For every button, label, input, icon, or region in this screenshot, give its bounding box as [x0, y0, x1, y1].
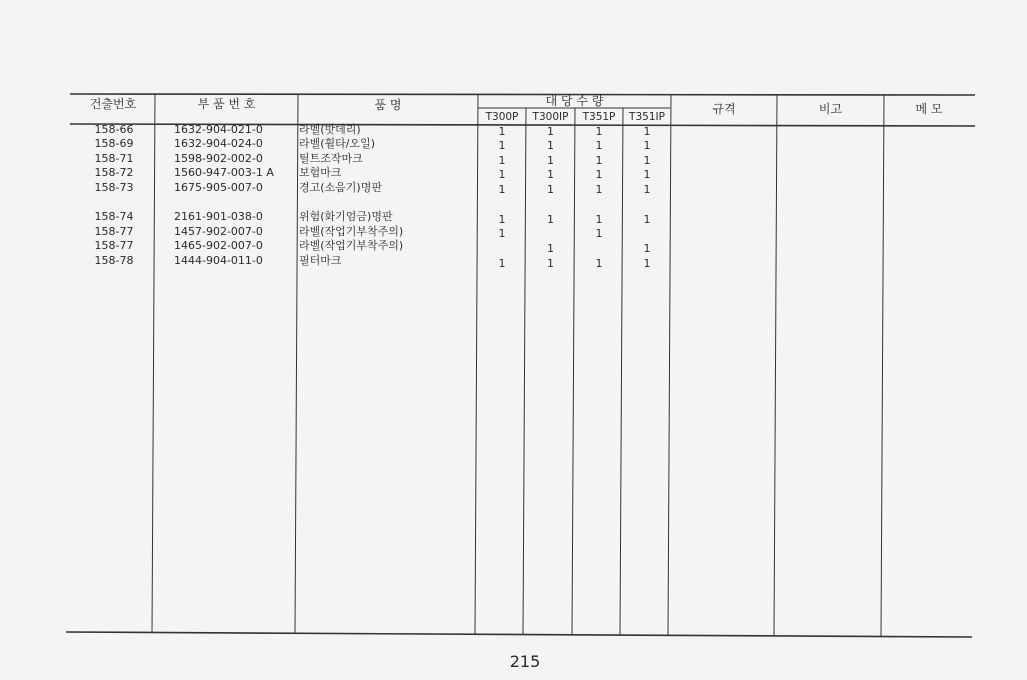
qty-t300ip-cell: 1	[547, 168, 554, 181]
qty-t300p-cell: 1	[498, 213, 506, 226]
part-name-cell: 라벨(작업기부착주의)	[299, 225, 404, 238]
qty-t351p-cell: 1	[595, 139, 603, 152]
drawing-no-cell: 158-66	[94, 123, 134, 136]
qty-t300ip-cell: 1	[547, 213, 554, 226]
qty-t300ip-cell: 1	[547, 242, 554, 255]
part-name-cell: 틸트조작마크	[299, 152, 363, 165]
header-remark: 비고	[818, 102, 843, 116]
part-name-cell: 라벨(밧데리)	[299, 123, 361, 136]
drawing-no-cell: 158-74	[94, 210, 134, 223]
part-name-cell: 라벨(작업기부착주의)	[299, 239, 404, 252]
part-no-cell: 1598-902-002-0	[174, 152, 263, 165]
qty-t300p-cell: 1	[498, 168, 506, 181]
qty-t351p-cell: 1	[595, 154, 603, 167]
part-no-cell: 1632-904-021-0	[174, 123, 263, 136]
part-no-cell: 1632-904-024-0	[174, 137, 263, 150]
part-name-cell: 경고(소음기)명판	[299, 181, 382, 194]
qty-t300p-cell: 1	[498, 183, 506, 196]
qty-t351p-cell: 1	[595, 227, 603, 240]
qty-t351p-cell: 1	[595, 168, 603, 181]
qty-t300ip-cell: 1	[547, 154, 554, 167]
header-model-t351p: T351P	[582, 111, 616, 123]
qty-t300ip-cell: 1	[547, 183, 554, 196]
qty-t351p-cell: 1	[595, 257, 603, 270]
qty-t351p-cell: 1	[595, 213, 603, 226]
part-no-cell: 2161-901-038-0	[174, 210, 263, 223]
part-no-cell: 1560-947-003-1 A	[174, 166, 274, 179]
header-spec: 규격	[712, 102, 736, 116]
part-no-cell: 1444-904-011-0	[174, 254, 263, 267]
drawing-no-cell: 158-72	[94, 166, 134, 179]
header-model-t351ip: T351IP	[629, 111, 665, 123]
part-name-cell: 필터마크	[299, 254, 342, 267]
drawing-no-cell: 158-77	[94, 239, 134, 252]
header-model-t300ip: T300IP	[532, 111, 569, 123]
qty-t300ip-cell: 1	[547, 257, 554, 270]
part-name-cell: 보험마크	[299, 166, 342, 179]
qty-t300ip-cell: 1	[547, 125, 554, 138]
header-quantity-group: 대 당 수 량	[545, 94, 604, 108]
qty-t351ip-cell: 1	[643, 125, 651, 138]
qty-t300p-cell: 1	[498, 257, 506, 270]
header-model-t300p: T300P	[485, 111, 519, 123]
header-part-no: 부 품 번 호	[197, 97, 256, 111]
qty-t351ip-cell: 1	[643, 242, 651, 255]
drawing-no-cell: 158-78	[94, 254, 134, 267]
qty-t300p-cell: 1	[498, 227, 506, 240]
part-no-cell: 1675-905-007-0	[174, 181, 263, 194]
part-name-cell: 라벨(휠타/오일)	[299, 137, 376, 150]
header-part-name: 품 명	[374, 98, 402, 112]
page-number: 215	[509, 652, 541, 671]
drawing-no-cell: 158-73	[94, 181, 134, 194]
qty-t351ip-cell: 1	[643, 183, 651, 196]
qty-t351p-cell: 1	[595, 125, 603, 138]
header-drawing-no: 건출번호	[89, 97, 137, 111]
header-memo: 메 모	[915, 102, 943, 116]
drawing-no-cell: 158-77	[94, 225, 134, 238]
qty-t351ip-cell: 1	[643, 213, 651, 226]
qty-t351ip-cell: 1	[643, 257, 651, 270]
qty-t351ip-cell: 1	[643, 154, 651, 167]
qty-t351ip-cell: 1	[643, 168, 651, 181]
qty-t300p-cell: 1	[498, 125, 506, 138]
qty-t351p-cell: 1	[595, 183, 603, 196]
part-name-cell: 위험(화기엄금)명판	[299, 210, 393, 223]
drawing-no-cell: 158-69	[94, 137, 134, 150]
drawing-no-cell: 158-71	[94, 152, 134, 165]
part-no-cell: 1465-902-007-0	[174, 239, 263, 252]
qty-t351ip-cell: 1	[643, 139, 651, 152]
qty-t300p-cell: 1	[498, 154, 506, 167]
qty-t300p-cell: 1	[498, 139, 506, 152]
qty-t300ip-cell: 1	[547, 139, 554, 152]
part-no-cell: 1457-902-007-0	[174, 225, 263, 238]
